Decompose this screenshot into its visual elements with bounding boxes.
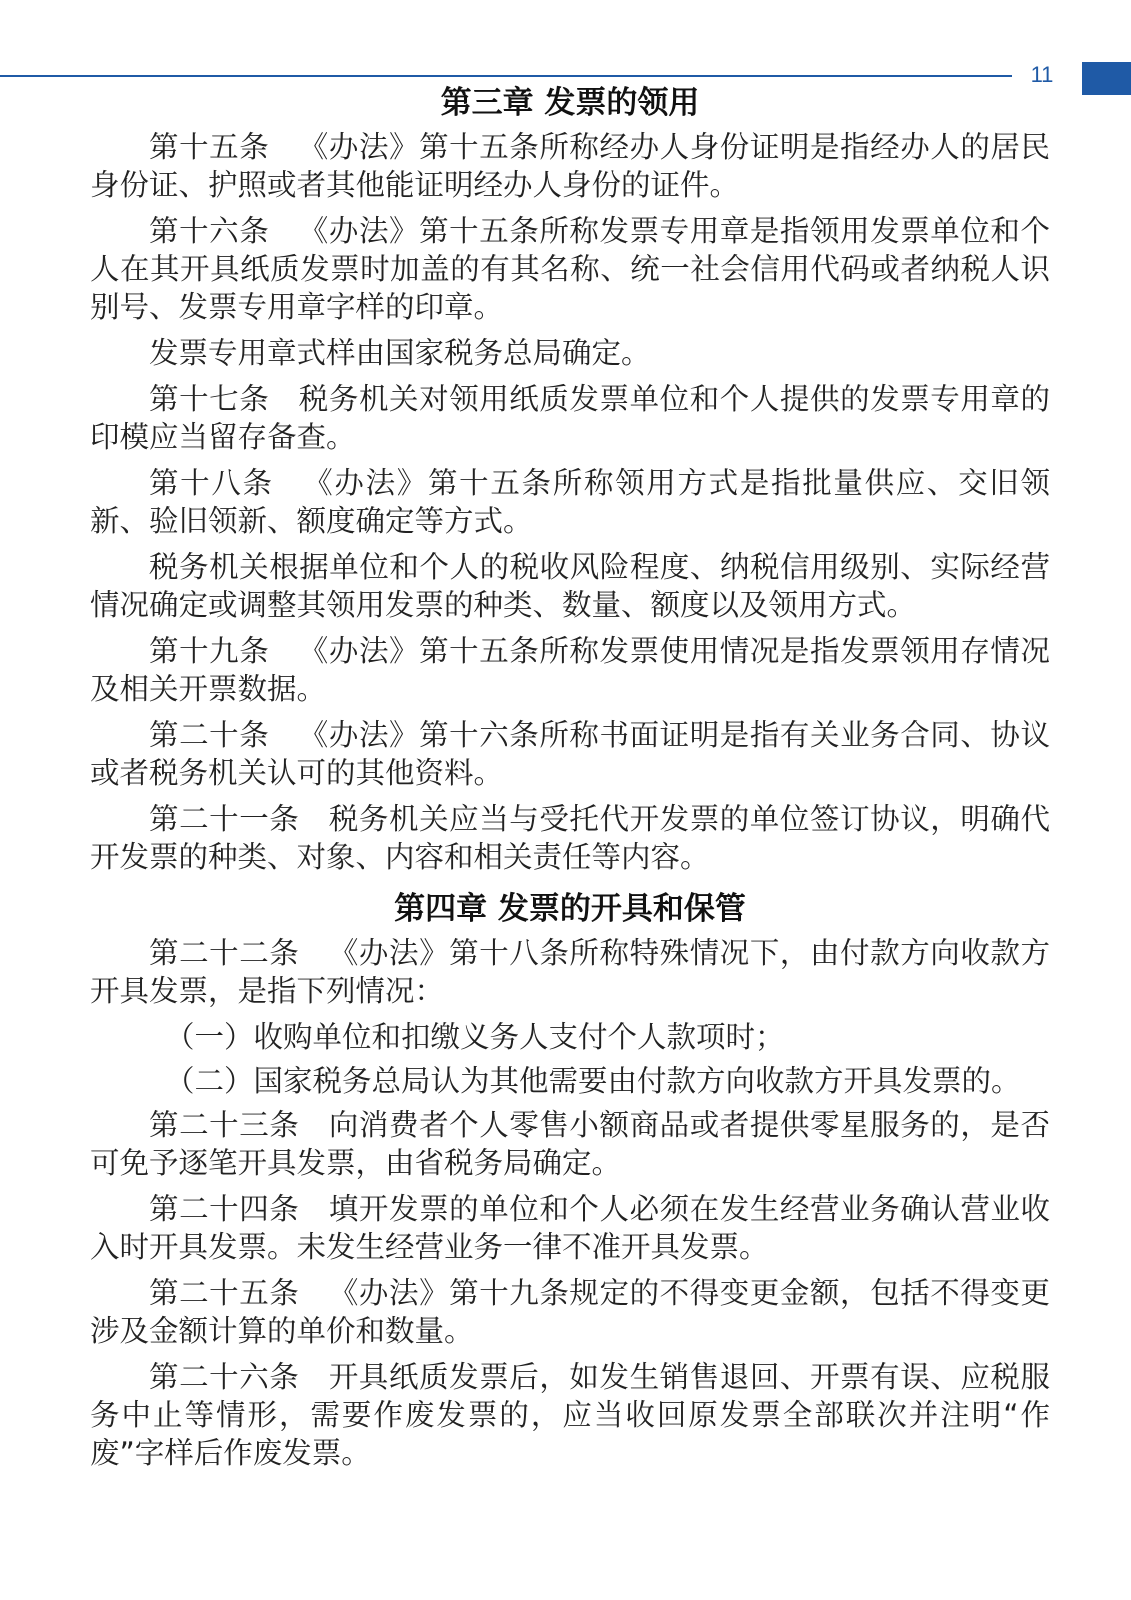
article-number: 第十八条 <box>149 466 274 500</box>
article-number: 第二十一条 <box>149 802 300 836</box>
article-paragraph <box>90 1190 1050 1266</box>
article-text: 《办法》第十五条所称领用方式是指批量供应、交旧领新、验旧领新、额度确定等方式。 <box>90 466 1050 538</box>
article-number: 第二十三条 <box>149 1108 300 1142</box>
article-text: 税务机关根据单位和个人的税收风险程度、纳税信用级别、实际经营情况确定或调整其领用发票的种类、数量、额度以及领用方式。 <box>90 550 1050 622</box>
article-text: 税务机关对领用纸质发票单位和个人提供的发票专用章的印模应当留存备查。 <box>90 382 1050 454</box>
article-paragraph <box>90 548 1050 624</box>
article-paragraph <box>90 800 1050 876</box>
article-text: 向消费者个人零售小额商品或者提供零星服务的，是否可免予逐笔开具发票，由省税务局确定。 <box>90 1108 1050 1180</box>
article-text: 发票专用章式样由国家税务总局确定。 <box>149 336 651 370</box>
article-paragraph <box>90 632 1050 708</box>
article-paragraph <box>90 1274 1050 1350</box>
article-text: 《办法》第十五条所称发票专用章是指领用发票单位和个人在其开具纸质发票时加盖的有其名称、统一社会信用代码或者纳税人识别号、发票专用章字样的印章。 <box>90 214 1050 324</box>
article-text: 《办法》第十六条所称书面证明是指有关业务合同、协议或者税务机关认可的其他资料。 <box>90 718 1050 790</box>
article-text: 《办法》第十五条所称经办人身份证明是指经办人的居民身份证、护照或者其他能证明经办人身份的证件。 <box>90 130 1050 202</box>
article-text: 《办法》第十九条规定的不得变更金额，包括不得变更涉及金额计算的单价和数量。 <box>90 1276 1050 1348</box>
article-number: 第二十条 <box>149 718 270 752</box>
article-paragraph <box>90 1358 1050 1472</box>
article-text: 《办法》第十八条所称特殊情况下，由付款方向收款方开具发票，是指下列情况： <box>90 936 1050 1008</box>
article-number: 第十五条 <box>149 130 270 164</box>
article-number: 第十九条 <box>149 634 270 668</box>
page-content <box>90 80 1050 1480</box>
article-text: 税务机关应当与受托代开发票的单位签订协议，明确代开发票的种类、对象、内容和相关责任等内容。 <box>90 802 1050 874</box>
chapter-title: 第四章 发票的开具和保管 <box>394 891 746 927</box>
article-paragraph <box>90 128 1050 204</box>
list-item: （二）国家税务总局认为其他需要由付款方向收款方开具发票的。 <box>165 1064 1021 1098</box>
article-paragraph <box>90 380 1050 456</box>
article-number: 第二十二条 <box>149 936 300 970</box>
article-paragraph <box>90 212 1050 326</box>
list-item: （一）收购单位和扣缴义务人支付个人款项时； <box>165 1020 785 1054</box>
article-number: 第二十四条 <box>149 1192 300 1226</box>
article-paragraph <box>90 716 1050 792</box>
page-number: 11 <box>1030 62 1054 87</box>
article-paragraph <box>90 334 1050 372</box>
header-rule <box>0 75 1012 77</box>
article-text: 填开发票的单位和个人必须在发生经营业务确认营业收入时开具发票。未发生经营业务一律不准开具发票。 <box>90 1192 1050 1264</box>
corner-tab <box>1082 62 1131 95</box>
article-number: 第二十六条 <box>149 1360 300 1394</box>
article-number: 第二十五条 <box>149 1276 300 1310</box>
article-text: 开具纸质发票后，如发生销售退回、开票有误、应税服务中止等情形，需要作废发票的，应当收回原发票全部联次并注明“作废”字样后作废发票。 <box>90 1360 1050 1470</box>
article-number: 第十七条 <box>149 382 270 416</box>
article-number: 第十六条 <box>149 214 270 248</box>
article-paragraph <box>90 1106 1050 1182</box>
chapter-title: 第三章 发票的领用 <box>440 85 700 121</box>
article-text: 《办法》第十五条所称发票使用情况是指发票领用存情况及相关开票数据。 <box>90 634 1050 706</box>
article-paragraph <box>90 934 1050 1010</box>
article-paragraph <box>90 464 1050 540</box>
